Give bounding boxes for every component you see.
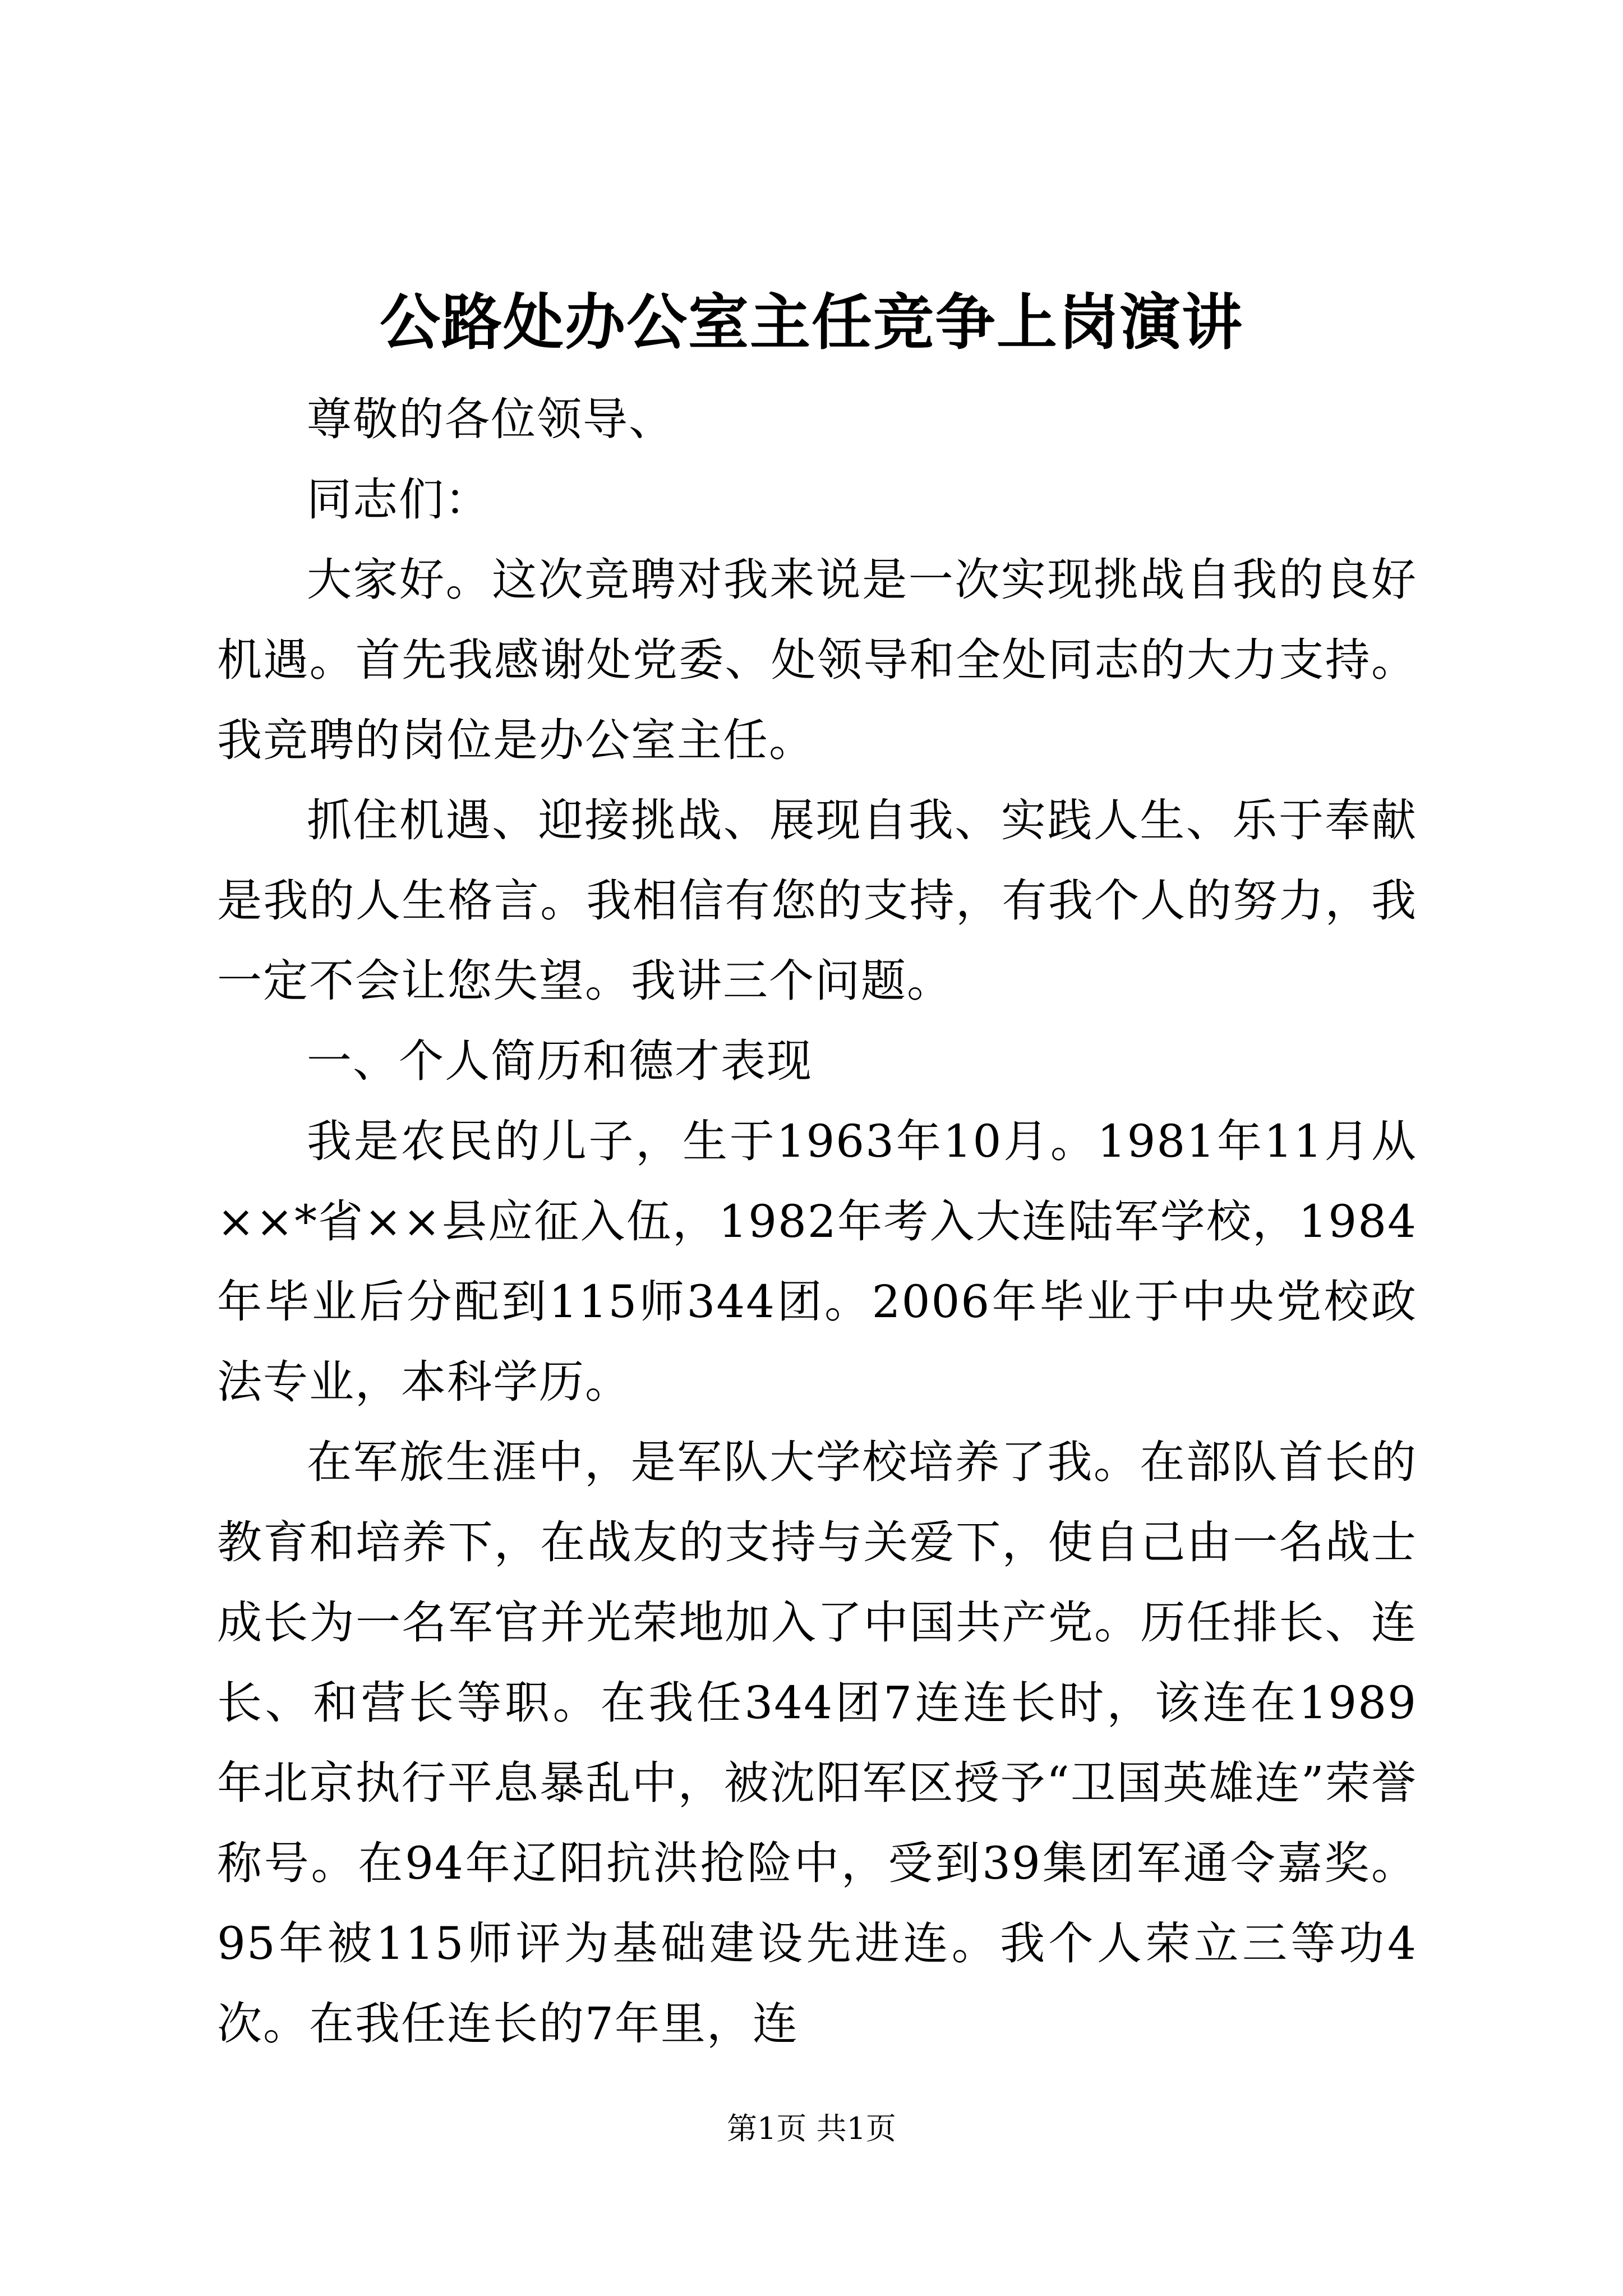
paragraph-resume: 我是农民的儿子，生于1963年10月。1981年11月从××*省××县应征入伍，1982年考入大连陆军学校，1984年毕业后分配到115师344团。2006年毕业于中央党校政法专业，本科学历。 (217, 1115, 1417, 1408)
salutation-line-1: 尊敬的各位领导、 (307, 393, 675, 445)
paragraph-military-career: 在军旅生涯中，是军队大学校培养了我。在部队首长的教育和培养下，在战友的支持与关爱下，使自己由一名战士成长为一名军官并光荣地加入了中国共产党。历任排长、连长、和营长等职。在我任344团7连连长时，该连在1989年北京执行平息暴乱中，被沈阳军区授予“卫国英雄连”荣誉称号。在94年辽阳抗洪抢险中，受到39集团军通令嘉奖。95年被115师评为基础建设先进连。我个人荣立三等功4次。在我任连长的7年里，连 (217, 1436, 1417, 2050)
page-footer: 第1页 共1页 (727, 2111, 896, 2146)
document-body (217, 379, 1417, 2064)
document-title: 公路处办公室主任竞争上岗演讲 (379, 287, 1243, 358)
salutation-line-2: 同志们： (307, 473, 491, 526)
paragraph-motto: 抓住机遇、迎接挑战、展现自我、实践人生、乐于奉献是我的人生格言。我相信有您的支持，有我个人的努力，我一定不会让您失望。我讲三个问题。 (217, 794, 1417, 1007)
section-heading-1: 一、个人简历和德才表现 (307, 1035, 813, 1087)
paragraph-greeting: 大家好。这次竞聘对我来说是一次实现挑战自我的良好机遇。首先我感谢处党委、处领导和全处同志的大力支持。我竞聘的岗位是办公室主任。 (217, 554, 1417, 766)
